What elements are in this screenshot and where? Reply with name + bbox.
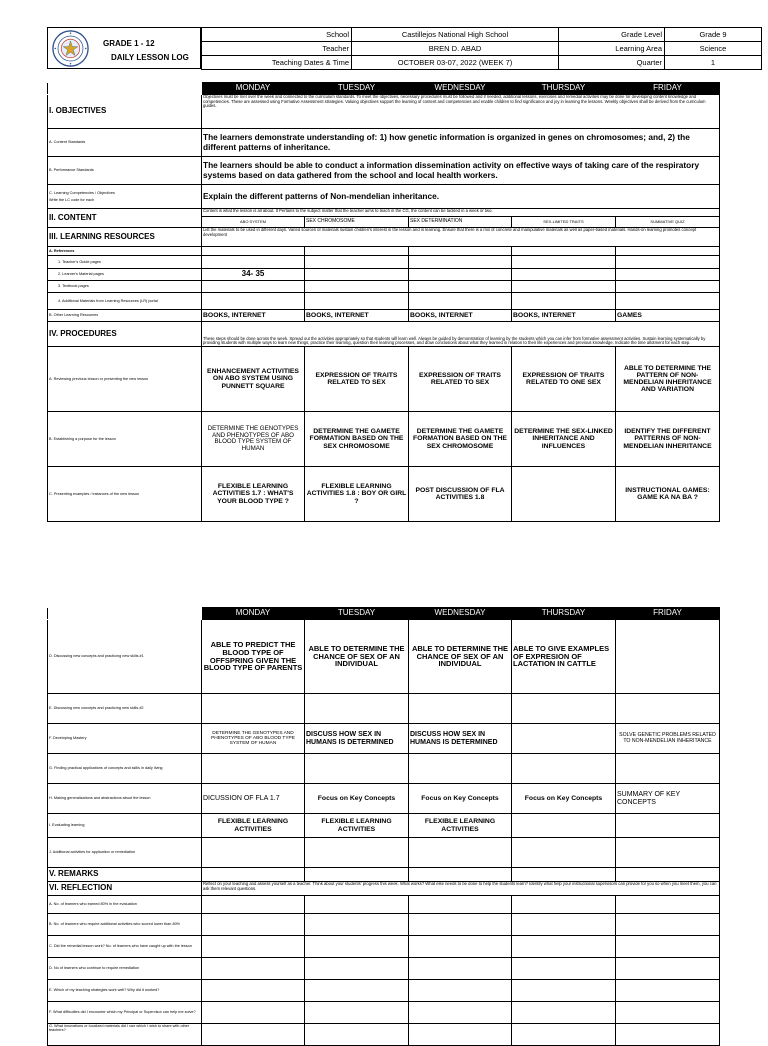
procedure-f-monday: DETERMINE THE GENOTYPES AND PHENOTYPES OF ABO BLOOD TYPE SYSTEM OF HUMAN [202,724,305,754]
procedure-a-monday: ENHANCEMENT ACTIVITIES ON ABO SYSTEM USING PUNNETT SQUARE [202,347,305,412]
reflection-item-g: G. What innovations or localized materials did I use which I wish to share with other teachers? [48,1024,202,1046]
procedure-i-monday: FLEXIBLE LEARNING ACTIVITIES [202,814,305,838]
procedure-d-tuesday: ABLE TO DETERMINE THE CHANCE OF SEX OF AN INDIVIDUAL [305,620,409,694]
content-topic-tuesday: SEX CHROMOSOME [305,217,409,228]
procedure-h-monday: DICUSSION OF FLA 1.7 [202,784,305,814]
day-header-row-2 [48,608,720,620]
procedure-a-wednesday: EXPRESSION OF TRAITS RELATED TO SEX [409,347,512,412]
grade-level-value: Grade 9 [665,28,762,42]
procedure-h-wednesday: Focus on Key Concepts [409,784,512,814]
competencies-label: C. Learning Competencies / Objectives [49,190,115,195]
content-topic-friday: SUMMATIVE QUIZ [616,217,720,228]
procedure-a-thursday: EXPRESSION OF TRAITS RELATED TO ONE SEX [512,347,616,412]
procedure-c-friday: INSTRUCTIONAL GAMES: GAME KA NA BA ? [616,467,720,522]
day-tuesday: TUESDAY [305,608,409,620]
procedure-c-label: C. Presenting examples / instances of the new lesson [48,467,202,522]
lesson-table-part-2 [47,607,719,1046]
procedures-note: These steps should be done across the week. Spread out the activities appropriately so that students will learn well. Always be guided by demonstration of learning by the students which you can infer from formative assessment activities. Sustain learning systematically by providing students with multiple ways to learn new things, practice their learning, question their learning processes, and draw conclusions about what they learned in relation to their life experiences and previous knowledge. Indicate the time allotment for each step. [202,322,720,347]
log-title: DAILY LESSON LOG [111,53,189,62]
lesson-table-continued [47,607,720,1046]
day-friday: FRIDAY [616,83,720,95]
content-topic-wednesday: SEX DETERMINATION [409,217,512,228]
procedure-a-tuesday: EXPRESSION OF TRAITS RELATED TO SEX [305,347,409,412]
lesson-table-part-1 [47,82,719,522]
procedure-b-label: B. Establishing a purpose for the lesson [48,412,202,467]
resources-label: III. LEARNING RESOURCES [48,228,202,247]
remarks-label: V. REMARKS [48,868,202,882]
learning-area-label: Learning Area [559,42,665,56]
other-resources-label: B. Other Learning Resources [48,310,202,322]
day-monday: MONDAY [202,83,305,95]
other-resources-wednesday: BOOKS, INTERNET [409,310,512,322]
school-label: School [202,28,352,42]
header-grid [201,27,762,70]
reflection-item-d: D. No of learners who continue to require remediation [48,958,202,980]
dates-value: OCTOBER 03-07, 2022 (WEEK 7) [352,56,559,70]
procedure-e-label: E. Discussing new concepts and practicing new skills #2 [48,694,202,724]
procedure-i-thursday [512,814,616,838]
deped-seal-icon [52,30,89,67]
reflection-label: VI. REFLECTION [48,882,202,896]
reflection-item-e: E. Which of my teaching strategies work well? Why did it worked? [48,980,202,1002]
other-resources-tuesday: BOOKS, INTERNET [305,310,409,322]
quarter-value: 1 [665,56,762,70]
other-resources-monday: BOOKS, INTERNET [202,310,305,322]
procedure-a-label: A. Reviewing previous lesson or presenting the new lesson [48,347,202,412]
school-value: Castillejos National High School [352,28,559,42]
competencies-label-cell [48,185,202,209]
learners-material-pages: 34- 35 [202,269,305,281]
dates-label: Teaching Dates & Time [202,56,352,70]
learning-area-value: Science [665,42,762,56]
procedures-label: IV. PROCEDURES [48,322,202,347]
learners-material-label: 2. Learner's Material pages [48,269,202,281]
content-topic-thursday: SEX-LIMITED TRAITS [512,217,616,228]
references-label: A. References [48,247,202,256]
teacher-label: Teacher [202,42,352,56]
procedure-b-friday: IDENTIFY THE DIFFERENT PATTERNS OF NON-MENDELIAN INHERITANCE [616,412,720,467]
day-wednesday: WEDNESDAY [409,608,512,620]
lesson-log-header [47,27,727,69]
other-resources-friday: GAMES [616,310,720,322]
procedure-c-monday: FLEXIBLE LEARNING ACTIVITIES 1.7 : WHAT'S YOUR BLOOD TYPE ? [202,467,305,522]
procedure-h-friday: SUMMARY OF KEY CONCEPTS [616,784,720,814]
procedure-i-tuesday: FLEXIBLE LEARNING ACTIVITIES [305,814,409,838]
procedure-f-thursday [512,724,616,754]
procedure-d-wednesday: ABLE TO DETERMINE THE CHANCE OF SEX OF AN INDIVIDUAL [409,620,512,694]
procedure-b-thursday: DETERMINE THE SEX-LINKED INHERITANCE AND INFLUENCES [512,412,616,467]
reflection-item-a: A. No. of learners who earned 80% in the evaluation [48,896,202,914]
day-monday: MONDAY [202,608,305,620]
procedure-d-monday: ABLE TO PREDICT THE BLOOD TYPE OF OFFSPRING GIVEN THE BLOOD TYPE OF PARENTS [202,620,305,694]
procedure-b-wednesday: DETERMINE THE GAMETE FORMATION BASED ON THE SEX CHROMOSOME [409,412,512,467]
procedure-f-label: F. Developing Mastery [48,724,202,754]
procedure-d-thursday: ABLE TO GIVE EXAMPLES OF EXPRESION OF LACTATION IN CATTLE [512,620,616,694]
logo-box [47,27,201,69]
day-thursday: THURSDAY [512,83,616,95]
quarter-label: Quarter [559,56,665,70]
teachers-guide-label: 1. Teacher's Guide pages [48,256,202,269]
reflection-item-c: C. Did the remedial lesson work? No. of learners who have caught up with the lesson [48,936,202,958]
procedure-f-tuesday: DISCUSS HOW SEX IN HUMANS IS DETERMINED [305,724,409,754]
grade-range: GRADE 1 - 12 [103,39,155,48]
competencies: Explain the different patterns of Non-mendelian inheritance. [202,185,720,209]
content-standards: The learners demonstrate understanding of: 1) how genetic information is organized in genes on chromosomes; and, 2) the different patterns of inheritance. [202,129,720,157]
procedure-f-wednesday: DISCUSS HOW SEX IN HUMANS IS DETERMINED [409,724,512,754]
procedure-b-tuesday: DETERMINE THE GAMETE FORMATION BASED ON THE SEX CHROMOSOME [305,412,409,467]
reflection-item-b: B. No. of learners who require additional activities who scored lower than 80% [48,914,202,936]
procedure-i-label: I. Evaluating learning [48,814,202,838]
procedure-i-wednesday: FLEXIBLE LEARNING ACTIVITIES [409,814,512,838]
procedure-g-label: G. Finding practical applications of concepts and skills in daily living [48,754,202,784]
day-wednesday: WEDNESDAY [409,83,512,95]
reflection-note: Reflect on your teaching and assess yourself as a teacher. Think about your students' progress this week. What works? What else needs to be done to help the students learn? Identify what help your instructional supervisors can provide for you so when you meet them, you can ask them relevant questions. [202,882,720,896]
other-resources-thursday: BOOKS, INTERNET [512,310,616,322]
lesson-table [47,82,720,522]
procedure-b-monday: DETERMINE THE GENOTYPES AND PHENOTYPES OF ABO BLOOD TYPE SYSTEM OF HUMAN [202,412,305,467]
performance-standards-label: B. Performance Standards [48,157,202,185]
content-topic-monday: ABO SYSTEM [202,217,305,228]
procedure-i-friday [616,814,720,838]
procedure-c-thursday [512,467,616,522]
day-thursday: THURSDAY [512,608,616,620]
objectives-note: Objectives must be met over the week and connected to the curriculum standards. To meet the objectives, necessary procedures must be followed and if needed, additional lessons, exercises and remedial activities may be done for developing content knowledge and competencies. These are assessed using Formative Assessment strategies. Valuing objectives support the learning of content and competencies and enable children to find significance and joy in learning the lessons. Weekly objectives shall be derived from the curriculum guides. [202,95,720,129]
procedure-j-label: J. Additional activities for application or remediation [48,838,202,868]
procedure-d-friday [616,620,720,694]
objectives-label: I. OBJECTIVES [48,95,202,129]
content-standards-label: A. Content Standards [48,129,202,157]
content-label: II. CONTENT [48,209,202,228]
procedure-h-label: H. Making generalizations and abstractions about the lesson [48,784,202,814]
grade-level-label: Grade Level [559,28,665,42]
procedure-f-friday: SOLVE GENETIC PROBLEMS RELATED TO NON-MENDELIAN INHERITANCE [616,724,720,754]
additional-materials-label: 4. Additional Materials from Learning Resources (LR) portal [48,293,202,310]
procedure-c-wednesday: POST DISCUSSION OF FLA ACTIVITIES 1.8 [409,467,512,522]
reflection-item-f: F. What difficulties did I encounter which my Principal or Supervisor can help me solve? [48,1002,202,1024]
procedure-a-friday: ABLE TO DETERMINE THE PATTERN OF NON-MENDELIAN INHERITANCE AND VARIATION [616,347,720,412]
day-header-row [48,83,720,95]
day-tuesday: TUESDAY [305,83,409,95]
teacher-value: BREN D. ABAD [352,42,559,56]
procedure-d-label: D. Discussing new concepts and practicing new skills #1 [48,620,202,694]
procedure-h-thursday: Focus on Key Concepts [512,784,616,814]
procedure-c-tuesday: FLEXIBLE LEARNING ACTIVITIES 1.8 : BOY OR GIRL ? [305,467,409,522]
procedure-h-tuesday: Focus on Key Concepts [305,784,409,814]
textbook-label: 3. Textbook pages [48,281,202,293]
resources-note: List the materials to be used in different days. Varied sources of materials sustain children's interest in the lesson and in learning. Ensure that there is a mix of concrete and manipulative materials as well as paper-based materials. Hands-on learning promotes concept development [202,228,720,247]
content-note: Content is what the lesson is all about. It Pertains to the subject matter that the teacher aims to teach in the CG, the content can be tackled in a week or two. [202,209,720,217]
day-friday: FRIDAY [616,608,720,620]
competencies-sub: Write the LC code for each [49,198,95,202]
performance-standards: The learners should be able to conduct a information dissemination activity on effective ways of taking care of the respiratory systems based on data gathered from the school and local health workers. [202,157,720,185]
